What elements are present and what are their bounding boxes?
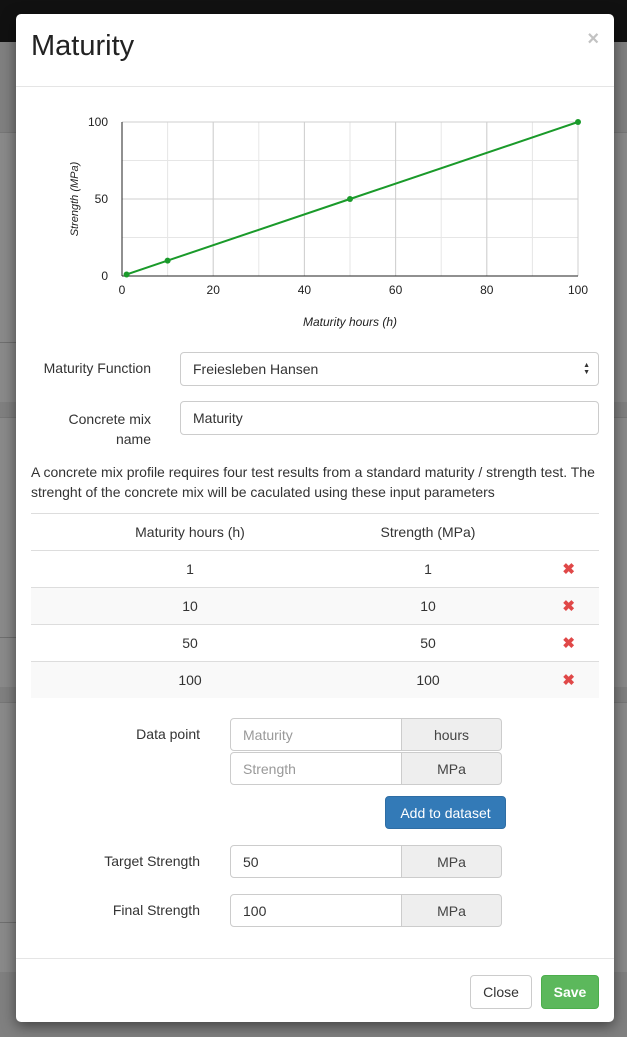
target-strength-unit: MPa — [402, 845, 502, 878]
data-point — [165, 258, 171, 264]
cell-maturity: 10 — [182, 598, 198, 614]
description-text: A concrete mix profile requires four test results from a standard maturity / strength test. The strenght of the concrete mix will be caculated using these input parameters — [31, 464, 595, 500]
close-button[interactable]: Close — [470, 975, 532, 1009]
y-tick-label: 0 — [101, 269, 108, 283]
cell-maturity: 50 — [182, 635, 198, 651]
save-button[interactable]: Save — [541, 975, 599, 1009]
y-tick-label: 100 — [87, 115, 108, 129]
maturity-input-group — [230, 718, 502, 751]
x-tick-label: 40 — [297, 283, 312, 297]
modal-header — [16, 14, 614, 87]
delete-icon[interactable]: ✖ — [562, 561, 575, 578]
maturity-function-select[interactable] — [180, 352, 599, 386]
x-tick-label: 20 — [206, 283, 220, 297]
x-tick-label: 0 — [118, 283, 126, 297]
final-strength-group — [230, 894, 502, 927]
x-tick-label: 100 — [567, 283, 589, 297]
strength-input[interactable]: Strength — [230, 752, 402, 785]
strength-input-group — [230, 752, 502, 785]
table-row — [31, 550, 599, 587]
mix-name-label-line2: name — [115, 431, 151, 447]
cell-strength: 1 — [424, 561, 432, 577]
table-header — [31, 513, 599, 550]
modal-footer — [16, 958, 614, 1022]
table-row — [31, 587, 599, 624]
data-point — [347, 196, 353, 202]
header-maturity: Maturity hours (h) — [135, 524, 245, 540]
maturity-input[interactable]: Maturity — [230, 718, 402, 751]
strength-unit: MPa — [402, 752, 502, 785]
table-row — [31, 624, 599, 661]
mix-name-label — [31, 409, 151, 449]
final-strength-label: Final Strength — [112, 902, 200, 918]
x-tick-label: 80 — [480, 283, 494, 297]
cell-maturity: 100 — [178, 672, 202, 688]
modal-title: Maturity — [31, 30, 135, 62]
data-point — [124, 271, 130, 277]
cell-strength: 10 — [420, 598, 436, 614]
cell-maturity: 1 — [186, 561, 194, 577]
close-icon[interactable]: × — [587, 28, 599, 50]
select-arrows-icon: ▲ ▼ — [583, 362, 590, 376]
delete-icon[interactable]: ✖ — [562, 635, 575, 652]
y-tick-label: 50 — [94, 192, 108, 206]
dataset-table — [31, 513, 599, 698]
target-strength-label: Target Strength — [104, 853, 200, 869]
final-strength-unit: MPa — [402, 894, 502, 927]
y-axis-label: Strength (MPa) — [69, 161, 81, 237]
table-row — [31, 661, 599, 698]
maturity-unit: hours — [402, 718, 502, 751]
x-axis-label: Maturity hours (h) — [302, 315, 398, 329]
delete-icon[interactable]: ✖ — [562, 598, 575, 615]
maturity-strength-chart — [40, 104, 600, 334]
data-point — [575, 119, 581, 125]
target-strength-input[interactable]: 50 — [230, 845, 402, 878]
final-strength-input[interactable]: 100 — [230, 894, 402, 927]
mix-name-input[interactable]: Maturity — [180, 401, 599, 435]
header-strength: Strength (MPa) — [380, 524, 476, 540]
add-to-dataset-button[interactable]: Add to dataset — [385, 796, 506, 829]
maturity-function-value: Freiesleben Hansen — [193, 361, 319, 377]
delete-icon[interactable]: ✖ — [562, 672, 575, 689]
target-strength-group — [230, 845, 502, 878]
mix-name-label-line1: Concrete mix — [68, 411, 151, 427]
cell-strength: 100 — [416, 672, 440, 688]
maturity-modal — [16, 14, 614, 1022]
maturity-function-label: Maturity Function — [43, 360, 151, 376]
data-point-label: Data point — [136, 726, 200, 742]
x-tick-label: 60 — [388, 283, 403, 297]
cell-strength: 50 — [420, 635, 436, 651]
